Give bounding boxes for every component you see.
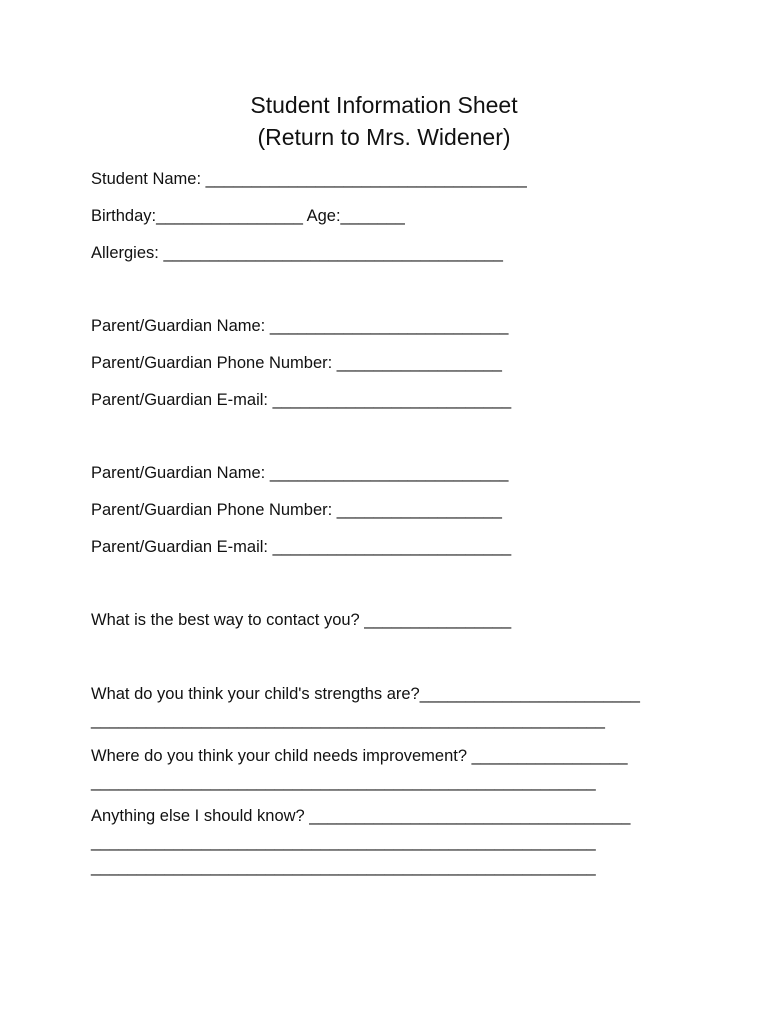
parent1-name-line: Parent/Guardian Name: __________________________ <box>91 317 509 335</box>
parent1-email-line: Parent/Guardian E-mail: __________________________ <box>91 391 512 409</box>
parent1-phone-line: Parent/Guardian Phone Number: __________________ <box>91 354 502 372</box>
page-subtitle: (Return to Mrs. Widener) <box>257 124 511 150</box>
page-title: Student Information Sheet <box>250 92 518 118</box>
anything-else-extra-line-2: _______________________________________________________ <box>91 858 596 876</box>
parent2-phone-line: Parent/Guardian Phone Number: __________________ <box>91 501 502 519</box>
anything-else-extra-line-1: _______________________________________________________ <box>91 833 596 851</box>
contact-method-line: What is the best way to contact you? ________________ <box>91 611 512 629</box>
strengths-extra-line: ________________________________________________________ <box>91 711 605 729</box>
allergies-line: Allergies: _____________________________________ <box>91 244 503 262</box>
strengths-line: What do you think your child's strengths are?________________________ <box>91 685 640 703</box>
parent2-email-line: Parent/Guardian E-mail: __________________________ <box>91 538 512 556</box>
improvement-line: Where do you think your child needs improvement? _________________ <box>91 747 628 765</box>
improvement-extra-line: _______________________________________________________ <box>91 773 596 791</box>
parent2-name-line: Parent/Guardian Name: __________________________ <box>91 464 509 482</box>
birthday-age-line: Birthday:________________ Age:_______ <box>91 207 405 225</box>
anything-else-line: Anything else I should know? ___________________________________ <box>91 807 631 825</box>
student-name-line: Student Name: ___________________________________ <box>91 170 527 188</box>
